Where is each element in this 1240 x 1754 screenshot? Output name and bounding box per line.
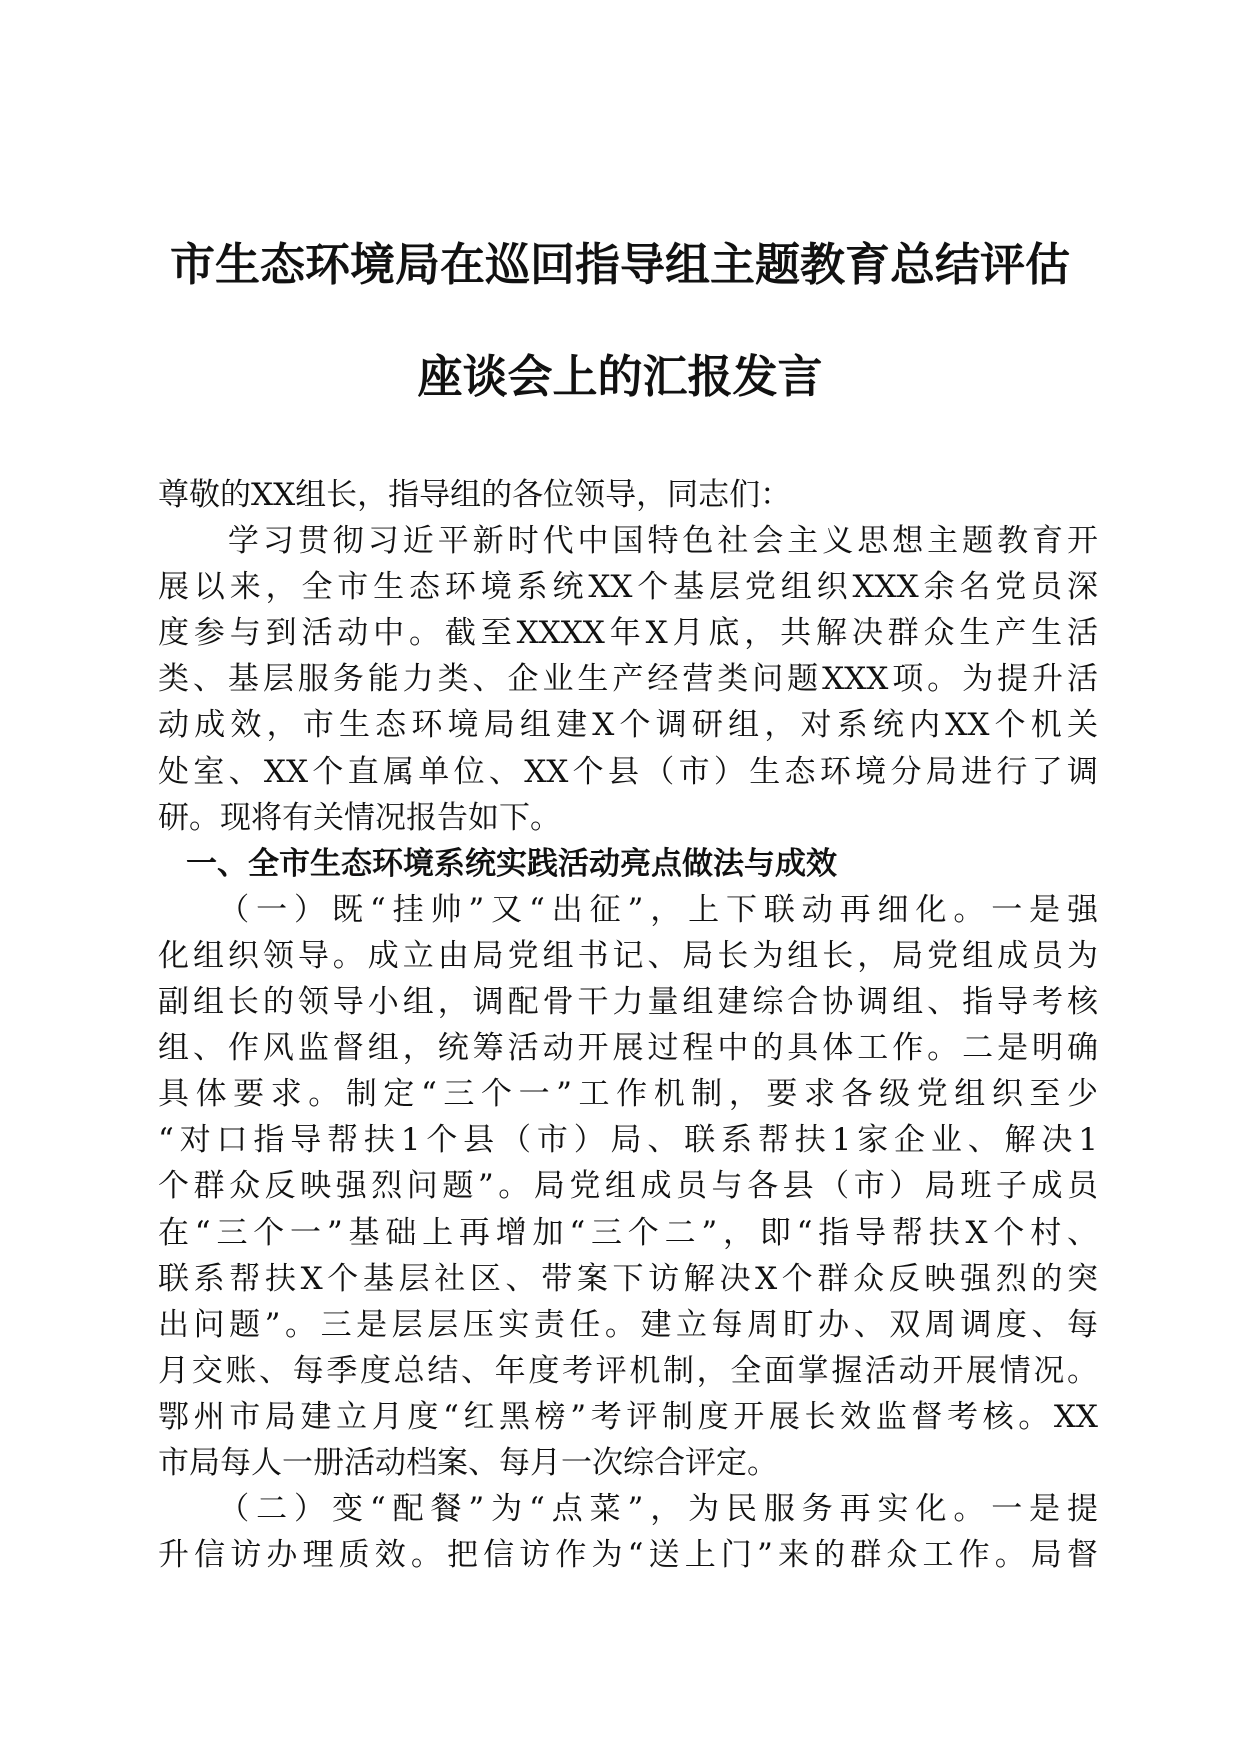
body-line: 市局每人一册活动档案、每月一次综合评定。: [158, 1444, 778, 1481]
body-line: （二）变“配餐”为“点菜”，为民服务再实化。一是提: [158, 1491, 1098, 1528]
body-line: 副组长的领导小组，调配骨干力量组建综合协调组、指导考核: [158, 984, 1098, 1021]
body-line: 研。现将有关情况报告如下。: [158, 799, 561, 836]
body-line: 度参与到活动中。截至XXXX年X月底，共解决群众生产生活: [158, 615, 1098, 652]
body-line: 月交账、每季度总结、年度考评机制，全面掌握活动开展情况。: [158, 1352, 1098, 1389]
document-title-line-1: 市生态环境局在巡回指导组主题教育总结评估: [169, 238, 1070, 291]
body-line: 尊敬的XX组长，指导组的各位领导，同志们：: [158, 477, 792, 513]
body-line: 化组织领导。成立由局党组书记、局长为组长，局党组成员为: [158, 937, 1098, 974]
body-line: 处室、XX个直属单位、XX个县（市）生态环境分局进行了调: [158, 753, 1098, 790]
body-line: 组、作风监督组，统筹活动开展过程中的具体工作。二是明确: [158, 1030, 1098, 1067]
body-line: （一）既“挂帅”又“出征”，上下联动再细化。一是强: [158, 891, 1098, 928]
document-body: [158, 472, 1098, 1578]
body-line: 升信访办理质效。把信访作为“送上门”来的群众工作。局督: [158, 1537, 1098, 1574]
body-line: 个群众反映强烈问题”。局党组成员与各县（市）局班子成员: [158, 1168, 1098, 1205]
body-line: 在“三个一”基础上再增加“三个二”，即“指导帮扶X个村、: [158, 1214, 1098, 1251]
body-line: 类、基层服务能力类、企业生产经营类问题XXX项。为提升活: [158, 661, 1098, 698]
body-line: 动成效，市生态环境局组建X个调研组，对系统内XX个机关: [158, 707, 1098, 744]
section-heading: 一、全市生态环境系统实践活动亮点做法与成效: [186, 845, 837, 882]
body-line: 出问题”。三是层层压实责任。建立每周盯办、双周调度、每: [158, 1306, 1098, 1343]
body-line: 联系帮扶X个基层社区、带案下访解决X个群众反映强烈的突: [158, 1260, 1098, 1297]
document-title-line-2: 座谈会上的汇报发言: [417, 350, 823, 403]
body-line: “对口指导帮扶1个县（市）局、联系帮扶1家企业、解决1: [158, 1122, 1098, 1159]
body-line: 展以来，全市生态环境系统XX个基层党组织XXX余名党员深: [158, 569, 1098, 606]
body-line: 鄂州市局建立月度“红黑榜”考评制度开展长效监督考核。XX: [158, 1398, 1098, 1435]
body-line: 学习贯彻习近平新时代中国特色社会主义思想主题教育开: [158, 523, 1098, 560]
body-line: 具体要求。制定“三个一”工作机制，要求各级党组织至少: [158, 1076, 1098, 1113]
